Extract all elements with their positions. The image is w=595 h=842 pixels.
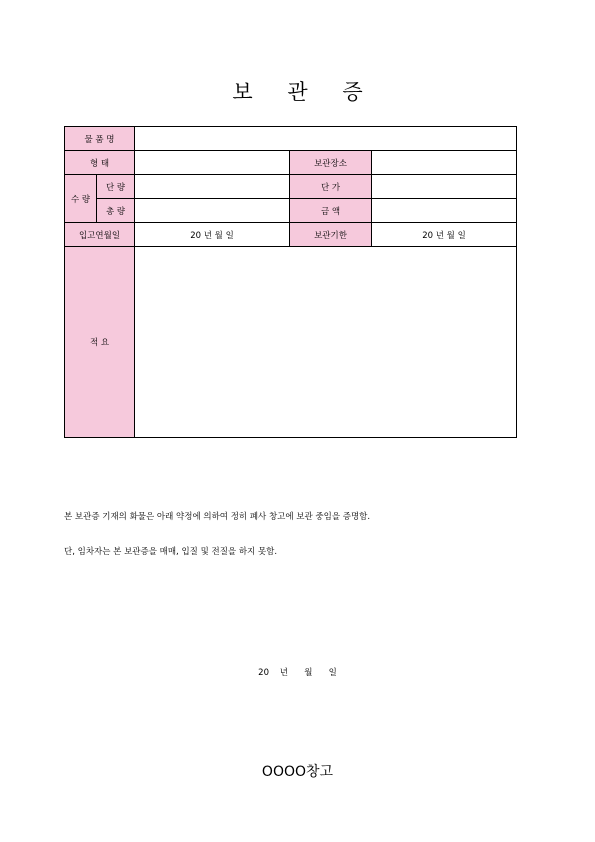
quantity-label: 수 량 bbox=[65, 175, 97, 223]
storage-period-label: 보관기한 bbox=[290, 223, 372, 247]
form-field[interactable] bbox=[135, 151, 290, 175]
statement-line-1: 본 보관증 기재의 화물은 아래 약정에 의하여 정히 폐사 창고에 보관 중임을 증명함. bbox=[64, 512, 371, 522]
storage-location-field[interactable] bbox=[372, 151, 517, 175]
unit-quantity-field[interactable] bbox=[135, 175, 290, 199]
storage-receipt-form bbox=[64, 126, 517, 438]
form-label: 형 태 bbox=[65, 151, 135, 175]
remarks-label: 적 요 bbox=[65, 247, 135, 438]
amount-field[interactable] bbox=[372, 199, 517, 223]
form-row bbox=[65, 151, 517, 175]
storage-period-field[interactable]: 20 년 월 일 bbox=[372, 223, 517, 247]
issuer-name: OOOO창고 bbox=[261, 764, 334, 780]
receipt-date-label: 입고연월일 bbox=[65, 223, 135, 247]
item-name-field[interactable] bbox=[135, 127, 517, 151]
issue-date: 20 년 월 일 bbox=[258, 668, 337, 678]
unit-price-field[interactable] bbox=[372, 175, 517, 199]
receipt-date-field[interactable]: 20 년 월 일 bbox=[135, 223, 290, 247]
total-quantity-label: 총 량 bbox=[97, 199, 135, 223]
remarks-row bbox=[65, 247, 517, 438]
unit-price-label: 단 가 bbox=[290, 175, 372, 199]
dates-row bbox=[65, 223, 517, 247]
statement-line-2: 단, 임차자는 본 보관증을 매매, 입질 및 전질을 하지 못함. bbox=[64, 547, 278, 557]
total-quantity-field[interactable] bbox=[135, 199, 290, 223]
unit-quantity-row bbox=[65, 175, 517, 199]
total-quantity-row bbox=[65, 199, 517, 223]
unit-quantity-label: 단 량 bbox=[97, 175, 135, 199]
storage-location-label: 보관장소 bbox=[290, 151, 372, 175]
item-name-label: 물 품 명 bbox=[65, 127, 135, 151]
amount-label: 금 액 bbox=[290, 199, 372, 223]
remarks-field[interactable] bbox=[135, 247, 517, 438]
document-title: 보 관 증 bbox=[232, 80, 377, 104]
item-name-row bbox=[65, 127, 517, 151]
